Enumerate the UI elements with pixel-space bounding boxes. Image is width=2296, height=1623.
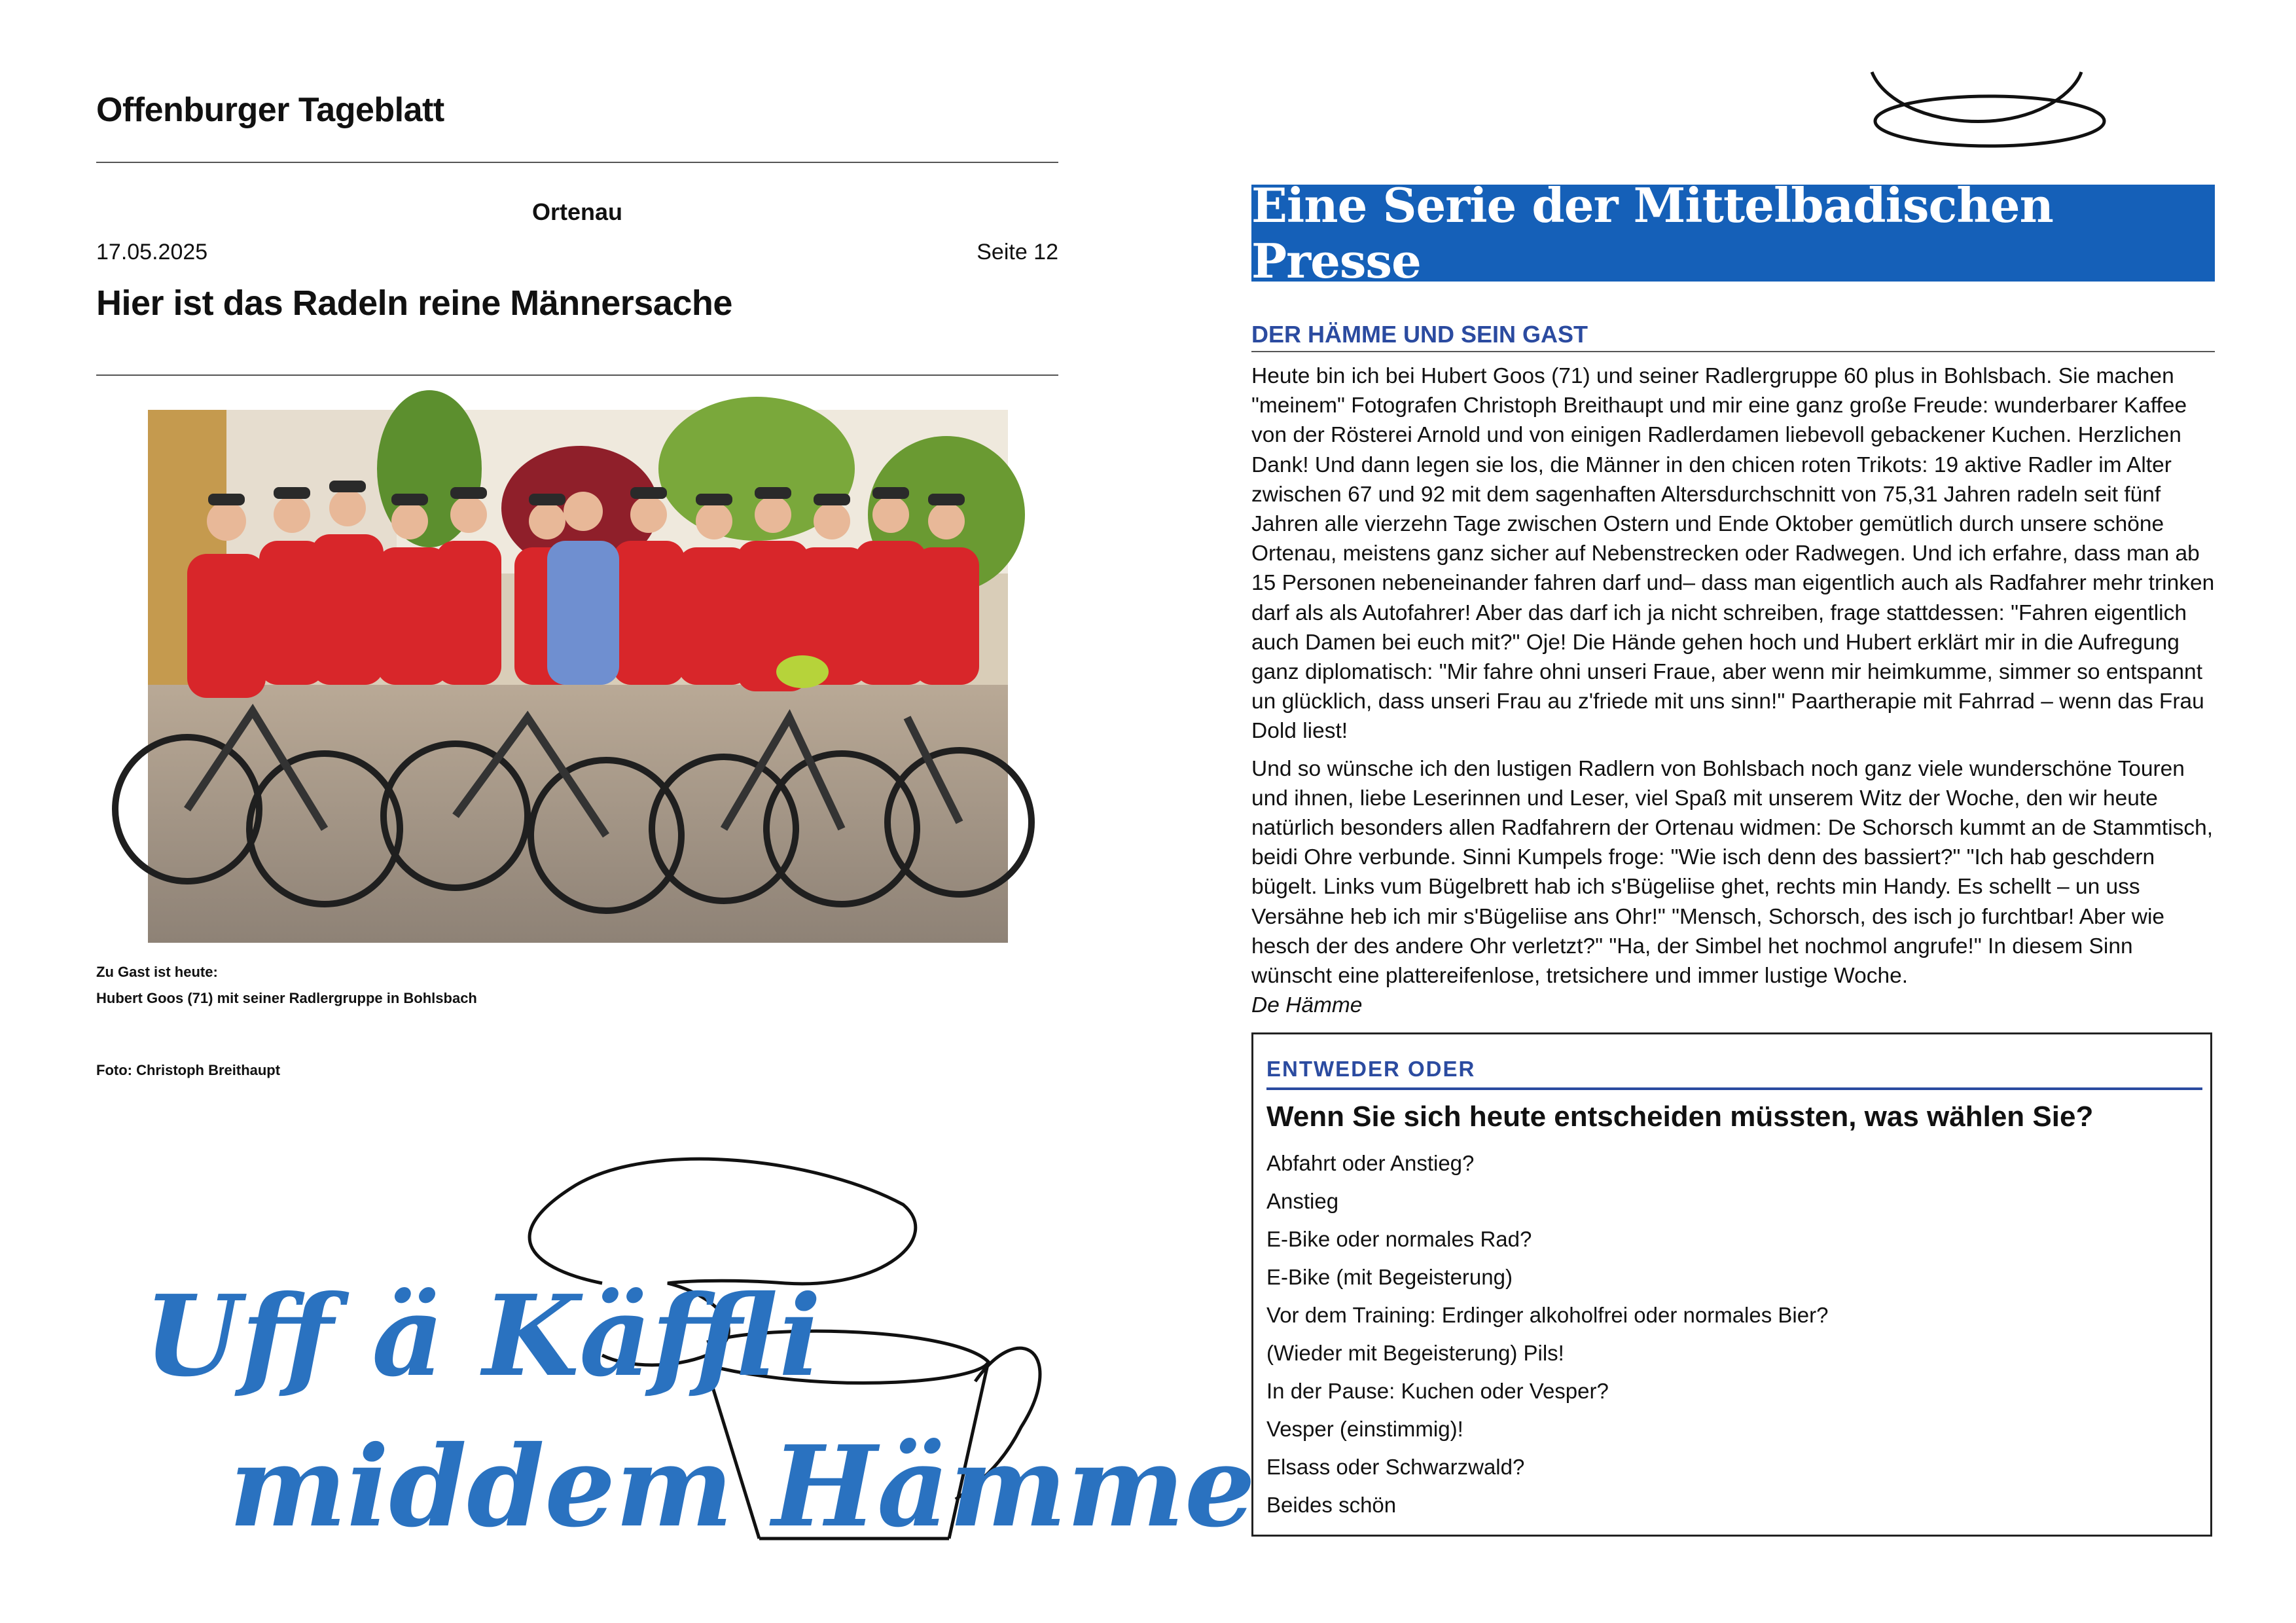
article-body bbox=[1251, 361, 2215, 1020]
list-item: In der Pause: Kuchen oder Vesper? bbox=[1266, 1379, 1609, 1403]
page-number: Seite 12 bbox=[977, 240, 1058, 264]
box-question: Wenn Sie sich heute entscheiden müssten, was wählen Sie? bbox=[1266, 1101, 2094, 1133]
article-headline: Hier ist das Radeln reine Männersache bbox=[96, 283, 732, 323]
article-paragraph-1: Heute bin ich bei Hubert Goos (71) und seiner Radlergruppe 60 plus in Bohlsbach. Sie machen "meinem" Fotografen Christoph Breithaupt und mir eine ganz große Freude: wunderbarer Kaffee von der Rösterei Arnold und von einigen Radlerdamen liebevoll gebackener Kuchen. Herzlichen Dank! Und dann legen sie los, die Männer in den chicen roten Trikots: 19 aktive Radler im Alter zwischen 67 und 92 mit dem sagenhaften Altersdurchschnitt von 75,31 Jahren radeln seit fünf Jahren alle vierzehn Tage zwischen Ostern und Ende Oktober gemütlich durch unsere schöne Ortenau, meistens ganz sicher auf Nebenstrecken oder Radwegen. Und ich erfahre, dass man ab 15 Personen nebeneinander fahren darf und– dass man eigentlich auch als Radfahrer mehr trinken darf als als Autofahrer! Aber das darf ich ja nicht schreiben, frage stattdessen: "Fahren eigentlich auch Damen bei euch mit?" Oje! Die Hände gehen hoch und Hubert erklärt mir in die Aufregung ganz diplomatisch: "Mir fahre ohni unseri Fraue, aber wenn mir heimkumme, simmer so entspannt un glücklich, dass unseri Frau au z'friede mit uns sinn!" Paartherapie mit Fahrrad – wenn das Frau Dold liest! bbox=[1251, 364, 2215, 744]
photo-credit: Foto: Christoph Breithaupt bbox=[96, 1062, 281, 1078]
series-banner: Eine Serie der Mittelbadischen Presse bbox=[1251, 185, 2215, 282]
cyclists-group-photo bbox=[148, 410, 1008, 943]
list-item: Beides schön bbox=[1266, 1493, 1397, 1517]
kicker-divider bbox=[1251, 351, 2215, 352]
photo-caption-line1: Zu Gast ist heute: bbox=[96, 964, 218, 980]
newspaper-name: Offenburger Tageblatt bbox=[96, 91, 444, 129]
article-kicker: DER HÄMME UND SEIN GAST bbox=[1251, 321, 1588, 348]
article-photo bbox=[148, 410, 1008, 943]
article-signature: De Hämme bbox=[1251, 993, 1363, 1018]
photo-caption-line2: Hubert Goos (71) mit seiner Radlergruppe in Bohlsbach bbox=[96, 990, 477, 1006]
list-item: Elsass oder Schwarzwald? bbox=[1266, 1455, 1525, 1479]
coffee-series-logo bbox=[131, 1120, 1256, 1565]
list-item: Vesper (einstimmig)! bbox=[1266, 1417, 1463, 1441]
box-kicker: ENTWEDER ODER bbox=[1266, 1057, 1476, 1081]
section-label: Ortenau bbox=[531, 198, 623, 225]
either-or-box bbox=[1251, 1032, 2212, 1537]
list-item: E-Bike oder normales Rad? bbox=[1266, 1227, 1532, 1251]
issue-date: 17.05.2025 bbox=[96, 240, 208, 264]
list-item: E-Bike (mit Begeisterung) bbox=[1266, 1265, 1513, 1289]
list-item: (Wieder mit Begeisterung) Pils! bbox=[1266, 1341, 1564, 1365]
saucer-drawing bbox=[1859, 65, 2121, 151]
logo-line1: Uff ä Käffli bbox=[144, 1271, 821, 1402]
logo-line2: middem Hämme bbox=[229, 1421, 1256, 1552]
article-paragraph-2: Und so wünsche ich den lustigen Radlern von Bohlsbach noch ganz viele wunderschöne Touren und ihnen, liebe Leserinnen und Leser, viel Spaß mit unserem Witz der Woche, den wir heute natürlich besonders allen Radfahrern der Ortenau widmen: De Schorsch kummt an de Stammtisch, beidi Ohre verbunde. Sinni Kumpels froge: "Wie isch denn des bassiert?" "Ich hab geschdern bügelt. Links vum Bügelbrett hab ich s'Bügeliise ghet, rechts min Handy. Es schellt – un uss Versähne heb ich mir s'Bügeliise ans Ohr!" "Mensch, Schorsch, des isch jo furchtbar! Aber wie hesch der des andere Ohr verletzt?" "Ha, der Simbel het nochmol angrufe!" In diesem Sinn wünscht eine plattereifenlose, tretsichere und immer lustige Woche. bbox=[1251, 756, 2214, 989]
list-item: Anstieg bbox=[1266, 1189, 1339, 1213]
header-divider bbox=[96, 162, 1058, 163]
list-item: Abfahrt oder Anstieg? bbox=[1266, 1151, 1475, 1175]
box-divider bbox=[1266, 1087, 2202, 1090]
headline-divider bbox=[96, 374, 1058, 376]
box-answer-list bbox=[1266, 1144, 1828, 1524]
list-item: Vor dem Training: Erdinger alkoholfrei oder normales Bier? bbox=[1266, 1303, 1829, 1327]
